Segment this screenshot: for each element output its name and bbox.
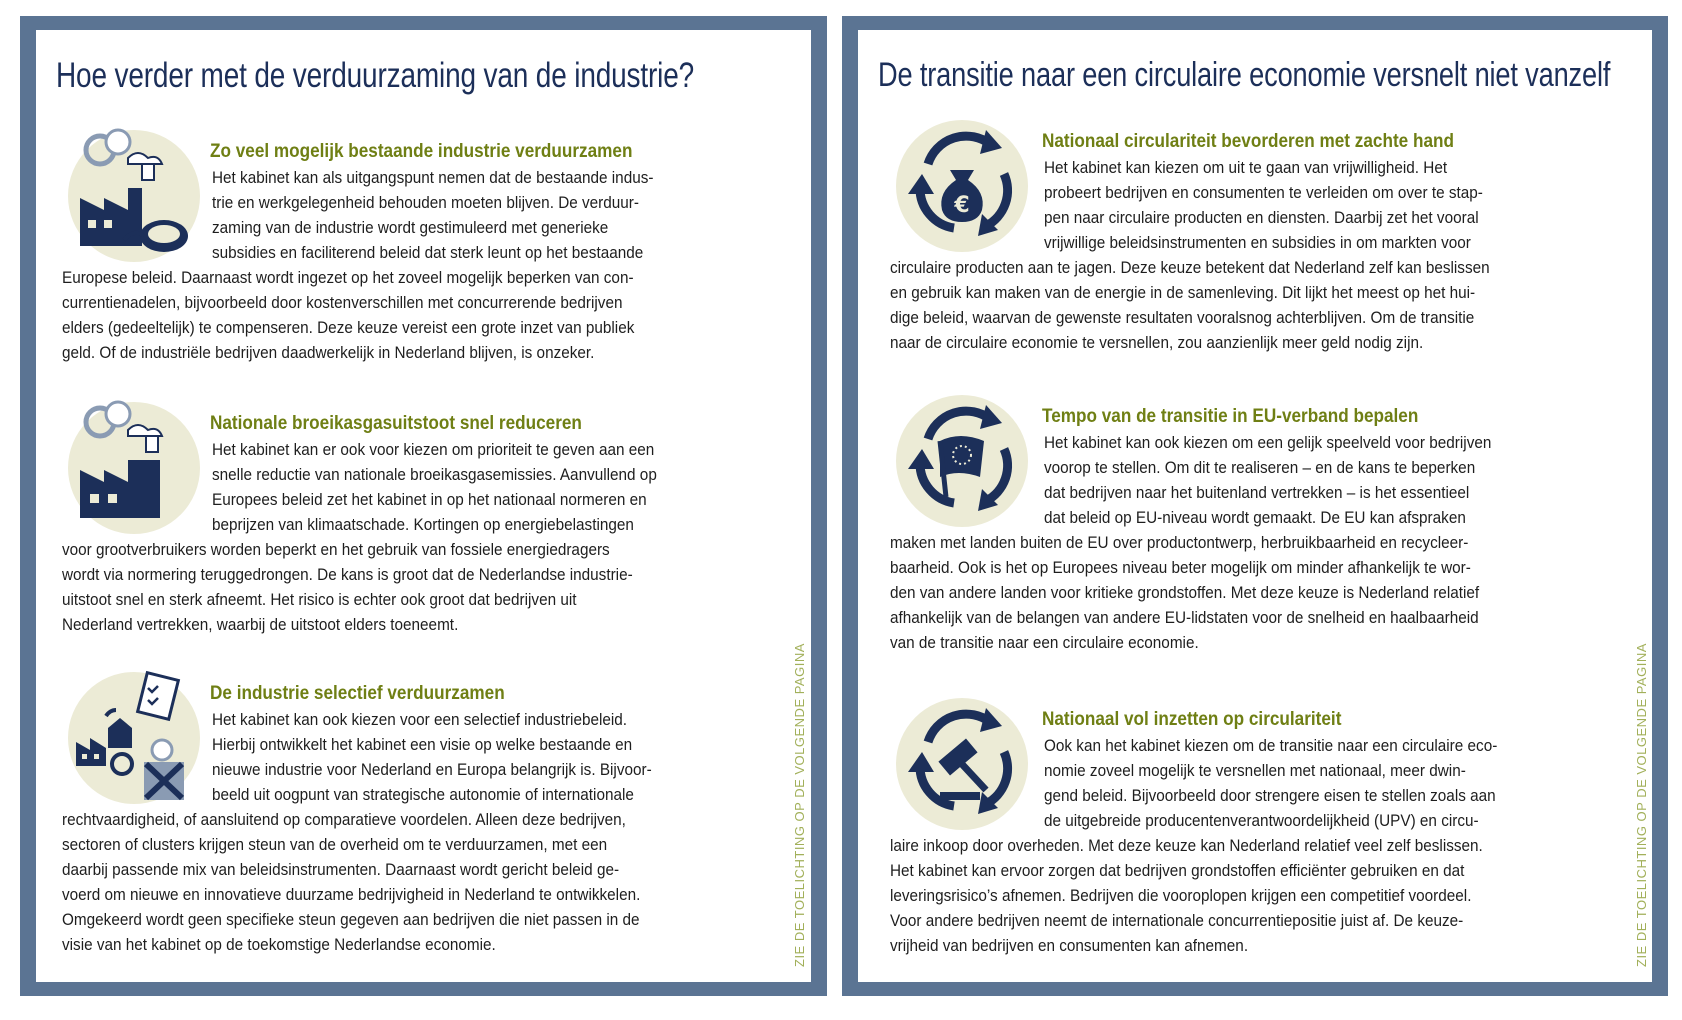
- svg-text:€: €: [954, 193, 970, 218]
- section-text-line: dige beleid, waarvan de gewenste resultaten vooralsnog achterblijven. Om de transitie: [890, 308, 1475, 327]
- section-text-line: circulaire producten aan te jagen. Deze keuze betekent dat Nederland zelf kan beslissen: [890, 258, 1490, 277]
- section-text-line: naar de circulaire economie te versnellen, zou aanzienlijk meer geld nodig zijn.: [890, 333, 1424, 352]
- section-text-line: vrijheid van bedrijven en consumenten kan afnemen.: [890, 936, 1249, 955]
- section-text-line: baarheid. Ook is het op Europees niveau beter mogelijk om minder afhankelijk te wor-: [890, 558, 1471, 577]
- section-text-line: Ook kan het kabinet kiezen om de transitie naar een circulaire eco-: [1044, 736, 1498, 755]
- section-text-line: sectoren of clusters krijgen steun van de overheid om te verduurzamen, met een: [62, 835, 608, 854]
- section-text-line: afhankelijk van de belangen van andere EU-lidstaten voor de snelheid en haalbaarheid: [890, 608, 1479, 627]
- circular-arrows-gavel-icon: [894, 696, 1030, 832]
- factory-cloud-euro-icon: [64, 400, 200, 536]
- section-text-line: gend beleid. Bijvoorbeeld door strengere eisen te stellen zoals aan: [1044, 786, 1496, 805]
- section-text-line: dat bedrijven naar het buitenland vertrekken – is het essentieel: [1044, 483, 1470, 502]
- section-text-line: subsidies en faciliterend beleid dat sterk leunt op het bestaande: [212, 243, 644, 262]
- section-text-line: Europese beleid. Daarnaast wordt ingezet op het zoveel mogelijk beperken van con-: [62, 268, 634, 287]
- checklist-factory-icon: [64, 670, 200, 806]
- section-text-line: uitstoot snel en sterk afneemt. Het risico is echter ook groot dat bedrijven uit: [62, 590, 577, 609]
- section-text-line: Europees beleid zet het kabinet in op het nationaal normeren en: [212, 490, 647, 509]
- left-panel: [20, 16, 827, 996]
- section-text-line: zaming van de industrie wordt gestimuleerd met generieke: [212, 218, 609, 237]
- section-text-line: wordt via normering teruggedrongen. De kans is groot dat de Nederlandse industrie-: [62, 565, 633, 584]
- section-text-line: Het kabinet kan als uitgangspunt nemen dat de bestaande indus-: [212, 168, 654, 187]
- section-heading: Tempo van de transitie in EU-verband bepalen: [1042, 405, 1419, 427]
- section-text-line: nomie zoveel mogelijk te versnellen met nationaal, meer dwin-: [1044, 761, 1466, 780]
- section-text-line: rechtvaardigheid, of aansluitend op comparatieve voordelen. Alleen deze bedrijven,: [62, 810, 626, 829]
- section-text-line: Nederland vertrekken, waarbij de uitstoot elders toeneemt.: [62, 615, 459, 634]
- section-text-line: Omgekeerd wordt geen specifieke steun gegeven aan bedrijven die niet passen in de: [62, 910, 640, 929]
- page-title-right: De transitie naar een circulaire economie versnelt niet vanzelf: [878, 56, 1611, 94]
- section-text-line: probeert bedrijven en consumenten te verleiden om over te stap-: [1044, 183, 1483, 202]
- section-text-line: trie en werkgelegenheid behouden moeten blijven. De verduur-: [212, 193, 639, 212]
- section-text-line: geld. Of de industriële bedrijven daadwerkelijk in Nederland blijven, is onzeker.: [62, 343, 595, 362]
- section-text-line: vrijwillige beleidsinstrumenten en subsidies in om markten voor: [1044, 233, 1471, 252]
- section-heading: De industrie selectief verduurzamen: [210, 682, 505, 704]
- right-panel-content: [858, 30, 1652, 982]
- section-text-line: visie van het kabinet op de toekomstige Nederlandse economie.: [62, 935, 496, 954]
- section-text-line: dat beleid op EU-niveau wordt gemaakt. De EU kan afspraken: [1044, 508, 1466, 527]
- section-heading: Nationaal vol inzetten op circulariteit: [1042, 708, 1342, 730]
- section-heading: Nationaal circulariteit bevorderen met zachte hand: [1042, 130, 1454, 152]
- side-note-right: ZIE DE TOELICHTING OP DE VOLGENDE PAGINA: [1634, 643, 1649, 967]
- section-text-line: beprijzen van klimaatschade. Kortingen op energiebelastingen: [212, 515, 634, 534]
- section-text-line: Voor andere bedrijven neemt de internationale concurrentiepositie juist af. De keuze-: [890, 911, 1464, 930]
- right-panel: [842, 16, 1668, 996]
- section-text-line: Het kabinet kan ook kiezen om een gelijk speelveld voor bedrijven: [1044, 433, 1492, 452]
- section-text-line: nieuwe industrie voor Nederland en Europa belangrijk is. Bijvoor-: [212, 760, 652, 779]
- section-text-line: de uitgebreide producentenverantwoordelijkheid (UPV) en circu-: [1044, 811, 1479, 830]
- section-text-line: daarbij passende mix van beleidsinstrumenten. Daarnaast wordt gericht beleid ge-: [62, 860, 620, 879]
- section-heading: Zo veel mogelijk bestaande industrie verduurzamen: [210, 140, 633, 162]
- section-text-line: voor grootverbruikers worden beperkt en het gebruik van fossiele energiedragers: [62, 540, 610, 559]
- section-text-line: maken met landen buiten de EU over productontwerp, herbruikbaarheid en recycleer-: [890, 533, 1469, 552]
- section-text-line: Het kabinet kan ook kiezen voor een selectief industriebeleid.: [212, 710, 628, 729]
- section-text-line: leveringsrisico’s afnemen. Bedrijven die vooroplopen krijgen een competitief voordeel.: [890, 886, 1472, 905]
- section-text-line: voorop te stellen. Om dit te realiseren – en de kans te beperken: [1044, 458, 1476, 477]
- page-title-left: Hoe verder met de verduurzaming van de industrie?: [56, 56, 695, 95]
- section-text-line: den van andere landen voor kritieke grondstoffen. Met deze keuze is Nederland relatief: [890, 583, 1480, 602]
- section-text-line: voerd om nieuwe en innovatieve duurzame bedrijvigheid in Nederland te ontwikkelen.: [62, 885, 641, 904]
- section-text-line: snelle reductie van nationale broeikasgasemissies. Aanvullend op: [212, 465, 657, 484]
- section-text-line: Het kabinet kan ervoor zorgen dat bedrijven grondstoffen efficiënter gebruiken en dat: [890, 861, 1465, 880]
- section-text-line: Het kabinet kan kiezen om uit te gaan van vrijwilligheid. Het: [1044, 158, 1448, 177]
- section-text-line: en gebruik kan maken van de energie in de samenleving. Dit lijkt het meest op het hui-: [890, 283, 1476, 302]
- circular-arrows-eu-flag-icon: [894, 393, 1030, 529]
- left-panel-content: [36, 30, 811, 982]
- section-text-line: beeld uit oogpunt van strategische autonomie of internationale: [212, 785, 634, 804]
- factory-cloud-euro-coin-icon: [64, 128, 200, 264]
- section-heading: Nationale broeikasgasuitstoot snel reduceren: [210, 412, 582, 434]
- section-text-line: Het kabinet kan er ook voor kiezen om prioriteit te geven aan een: [212, 440, 655, 459]
- section-text-line: pen naar circulaire producten en diensten. Daarbij zet het vooral: [1044, 208, 1479, 227]
- circular-arrows-money-bag-icon: [894, 118, 1030, 254]
- section-text-line: elders (gedeeltelijk) te compenseren. Deze keuze vereist een grote inzet van publiek: [62, 318, 635, 337]
- section-text-line: van de transitie naar een circulaire economie.: [890, 633, 1199, 652]
- section-text-line: Hierbij ontwikkelt het kabinet een visie op welke bestaande en: [212, 735, 633, 754]
- section-text-line: laire inkoop door overheden. Met deze keuze kan Nederland relatief veel zelf beslissen.: [890, 836, 1483, 855]
- section-text-line: currentienadelen, bijvoorbeeld door kostenverschillen met concurrerende bedrijven: [62, 293, 623, 312]
- side-note-left: ZIE DE TOELICHTING OP DE VOLGENDE PAGINA: [792, 643, 807, 967]
